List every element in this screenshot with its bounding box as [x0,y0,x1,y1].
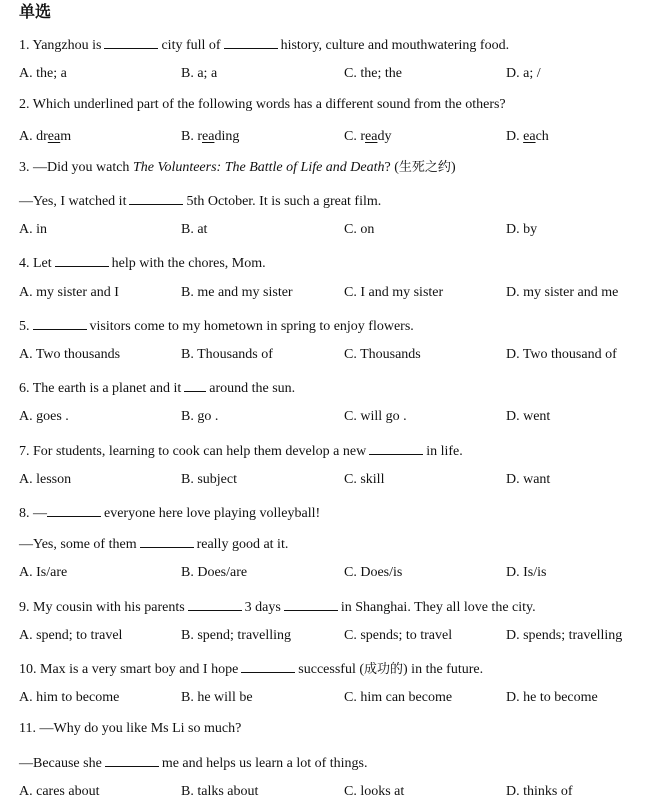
chinese-gloss: 成功的 [364,662,404,677]
option-a: A. in [19,222,47,237]
answer-line-11: —Because she me and helps us learn a lot of things. [19,751,641,771]
question-2: 2. Which underlined part of the following words has a different sound from the others? [19,97,506,112]
option-c: C. I and my sister [344,285,444,300]
answer-line-3: —Yes, I watched it 5th October. It is such a great film. [19,189,641,209]
film-title: The Volunteers: The Battle of Life and Death [132,160,385,175]
option-b: B. spend; travelling [181,628,292,643]
option-d: D. want [506,472,551,487]
question-7: 7. For students, learning to cook can help them develop a new in life. [19,439,641,459]
option-c: C. the; the [344,66,402,81]
options-10 [19,688,641,708]
option-b: B. a; a [181,66,218,81]
option-c: C. will go . [344,409,407,424]
question-9: 9. My cousin with his parents 3 days in Shanghai. They all love the city. [19,595,641,615]
option-d: D. each [506,129,549,144]
options-2 [19,127,641,147]
underlined-letters: ea [47,129,61,144]
option-d: D. he to become [506,690,598,705]
option-d: D. thinks of [506,784,573,799]
option-b: B. subject [181,472,237,487]
options-9 [19,626,641,646]
answer-blank [224,33,278,49]
answer-blank [241,657,295,673]
option-d: D. a; / [506,66,541,81]
option-b: B. talks about [181,784,259,799]
option-a: A. cares about [19,784,100,799]
option-a: A. spend; to travel [19,628,123,643]
option-d: D. Two thousand of [506,347,617,362]
section-heading: 单选 [19,2,52,21]
option-b: B. Thousands of [181,347,273,362]
options-5 [19,345,641,365]
options-3 [19,220,641,240]
answer-blank [129,189,183,205]
answer-blank [33,314,87,330]
question-6: 6. The earth is a planet and it around the sun. [19,376,641,396]
option-c: C. on [344,222,375,237]
question-3: 3. —Did you watch The Volunteers: The Battle of Life and Death? (生死之约) [19,160,456,175]
answer-blank [284,595,338,611]
underlined-letters: ea [365,129,378,144]
chinese-gloss: 生死之约 [398,160,451,175]
option-b: B. Does/are [181,565,248,580]
answer-blank [55,251,109,267]
option-a: A. Is/are [19,565,68,580]
option-b: B. at [181,222,208,237]
answer-blank [140,532,194,548]
options-4 [19,283,641,303]
question-11: 11. —Why do you like Ms Li so much? [19,721,242,736]
option-a: A. Two thousands [19,347,121,362]
options-1 [19,64,641,84]
option-a: A. him to become [19,690,120,705]
option-d: D. by [506,222,538,237]
underlined-letters: ea [523,129,536,144]
options-8 [19,563,641,583]
option-c: C. him can become [344,690,453,705]
option-d: D. went [506,409,551,424]
option-c: C. ready [344,129,392,144]
answer-blank [184,376,206,392]
options-11 [19,782,641,802]
answer-blank [47,501,101,517]
option-c: C. Thousands [344,347,421,362]
answer-blank [369,439,423,455]
answer-blank [105,751,159,767]
question-5: 5. visitors come to my hometown in spring to enjoy flowers. [19,314,641,334]
options-6 [19,407,641,427]
option-c: C. Does/is [344,565,403,580]
option-a: A. the; a [19,66,67,81]
option-c: C. skill [344,472,385,487]
option-d: D. Is/is [506,565,547,580]
option-c: C. looks at [344,784,405,799]
option-d: D. my sister and me [506,285,619,300]
option-a: A. lesson [19,472,72,487]
options-7 [19,470,641,490]
question-10: 10. Max is a very smart boy and I hope successful (成功的) in the future. [19,657,641,677]
option-a: A. my sister and I [19,285,119,300]
answer-line-8: —Yes, some of them really good at it. [19,532,641,552]
option-b: B. go . [181,409,219,424]
question-4: 4. Let help with the chores, Mom. [19,251,641,271]
answer-blank [188,595,242,611]
option-a: A. goes . [19,409,69,424]
question-8: 8. — everyone here love playing volleyball! [19,501,641,521]
option-b: B. reading [181,129,240,144]
answer-blank [104,33,158,49]
option-a: A. dream [19,129,72,144]
option-d: D. spends; travelling [506,628,623,643]
question-1: 1. Yangzhou is city full of history, culture and mouthwatering food. [19,33,641,53]
option-b: B. me and my sister [181,285,293,300]
underlined-letters: ea [202,129,215,144]
option-b: B. he will be [181,690,253,705]
option-c: C. spends; to travel [344,628,453,643]
